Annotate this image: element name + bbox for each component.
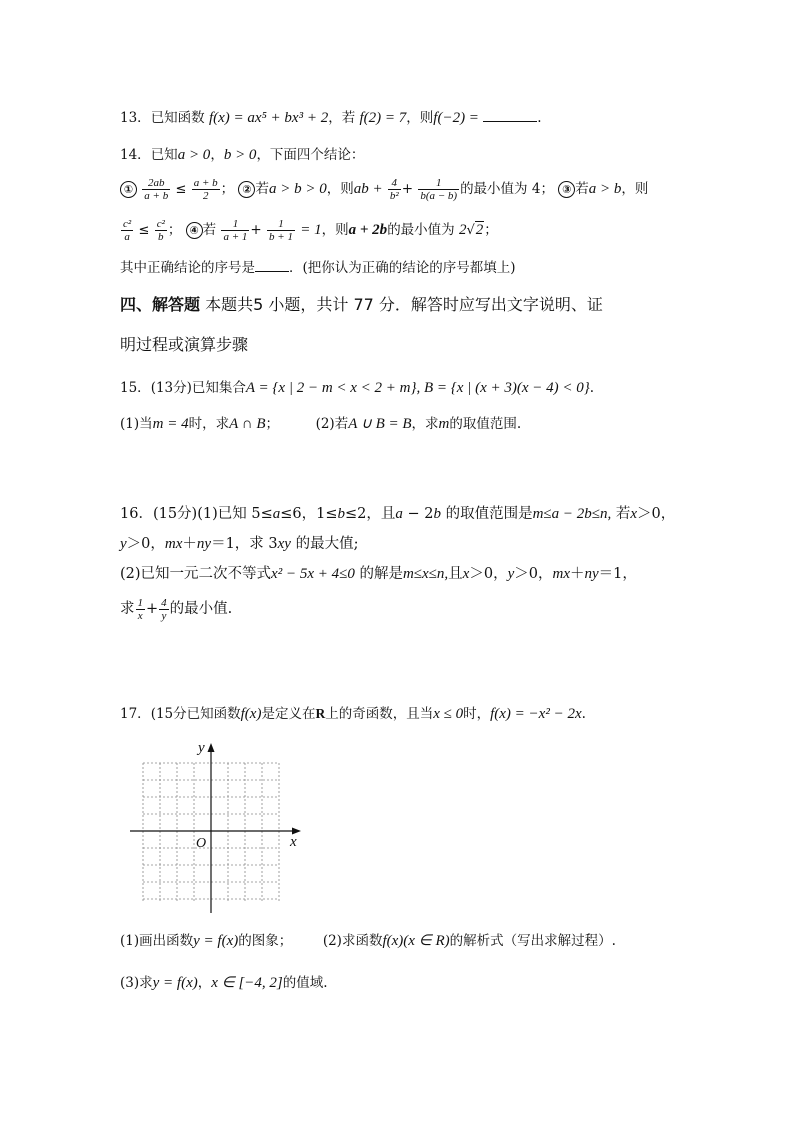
q14-frac-5: $\frac{\text{c²}}{a}$ <box>123 218 132 243</box>
y-axis-arrow <box>208 743 215 752</box>
q14-min-radicand: 2 <box>475 222 484 238</box>
q15-sets: A = {x | 2 − m < x < 2 + m}, B = {x | (x + 3)(x − 4) < 0} <box>245 380 590 396</box>
section-4-desc-2: 明过程或演算步骤 <box>120 335 249 354</box>
question-14-intro <box>120 145 364 165</box>
q14-text-3: ，下面四个结论： <box>256 147 365 163</box>
coordinate-grid <box>125 738 315 918</box>
q14-marker-2: ② <box>238 181 255 198</box>
question-14-answer-line: 其中正确结论的序号是 ．(把你认为正确的结论的序号都填上) <box>120 260 516 276</box>
section-4-heading-cont <box>120 334 248 356</box>
q14-frac-3: $\frac{4}{\text{b²}}$ <box>389 177 399 202</box>
q13-end: . <box>537 110 542 126</box>
q14-frac-2: $\frac{a + b}{2}$ <box>193 177 218 202</box>
q14-marker-1: ① <box>120 181 137 198</box>
question-16-line-1: 16．(15分)(1)已知 5≤a≤6，1≤b≤2，且a − 2b 的取值范围是m≤a − 2b≤n, 若x＞0， <box>120 506 676 522</box>
q16-frac-1: $\frac{1}{x}$ <box>137 596 143 622</box>
q13-text-2: ，若 <box>328 110 356 126</box>
q14-frac-1: $\frac{2ab}{a + b}$ <box>144 177 169 202</box>
q14-answer-blank <box>255 258 289 272</box>
q13-number: 13． <box>120 110 151 126</box>
q14-frac-7: $\frac{1}{a + 1}$ <box>223 218 248 243</box>
q16-frac-2: $\frac{4}{y}$ <box>161 596 167 622</box>
y-axis-label: y <box>198 740 205 756</box>
q13-function: f(x) = ax⁵ + bx³ + 2 <box>208 110 329 126</box>
question-14-options-line-1: ① $\frac{2ab}{a + b}$ ≤ $\frac{a + b}{2}$ ； ② 若a > b > 0，则ab + $\frac{4}{\text{b²}}$ + $\frac{1}{b(a - b)}$ 的最小值为 4； ③ 若a > b，则 <box>120 174 648 205</box>
q13-text-3: ，则 <box>406 110 434 126</box>
q13-text-1: 已知函数 <box>150 110 205 126</box>
question-15-parts: (1)当m = 4时，求A ∩ B； (2)若A ∪ B = B，求m的取值范围. <box>120 416 522 432</box>
x-axis-label: x <box>290 834 297 850</box>
q14-text-1: 已知 <box>150 147 178 163</box>
section-4-title: 四、解答题 <box>120 295 201 314</box>
q13-ask: f(−2) = <box>433 110 479 126</box>
q13-answer-blank <box>483 108 537 122</box>
q14-cond-b: b > 0 <box>223 147 257 163</box>
q14-marker-4: ④ <box>186 222 203 239</box>
question-15: 15．(13分)已知集合A = {x | 2 − m < x < 2 + m}, B = {x | (x + 3)(x − 4) < 0}. <box>120 380 595 396</box>
q14-frac-8: $\frac{1}{b + 1}$ <box>269 218 293 243</box>
question-17-part-3: (3)求y = f(x)，x ∈ [−4, 2]的值域. <box>120 975 328 991</box>
q14-marker-3: ③ <box>558 181 575 198</box>
question-17: 17．(15分已知函数f(x)是定义在R上的奇函数，且当x ≤ 0时，f(x) = −x² − 2x. <box>120 706 586 722</box>
q14-text-2: ， <box>210 147 224 163</box>
question-17-parts-1-2: (1)画出函数y = f(x)的图象； (2)求函数f(x)(x ∈ R)的解析式（写出求解过程）. <box>120 933 616 949</box>
q14-cond-a: a > 0 <box>177 147 211 163</box>
q14-min-coef: 2 <box>458 222 467 238</box>
section-4-heading <box>120 294 603 316</box>
q14-frac-6: $\frac{\text{c²}}{b}$ <box>156 218 165 243</box>
question-16-line-2: y＞0，mx＋ny＝1，求 3xy 的最大值; <box>120 536 359 552</box>
q14-number: 14． <box>120 147 151 163</box>
question-16-line-3: (2)已知一元二次不等式x² − 5x + 4≤0 的解是m≤x≤n,且x＞0，y＞0，mx＋ny＝1， <box>120 566 637 582</box>
question-13 <box>120 108 542 128</box>
question-14-options-line-2: $\frac{\text{c²}}{a}$ ≤ $\frac{\text{c²}}{b}$ ； ④ 若 $\frac{1}{a + 1}$ + $\frac{1}{b + 1}$ = 1，则a + 2b的最小值为 2√2； <box>123 218 498 243</box>
q14-frac-4: $\frac{1}{b(a - b)}$ <box>420 177 458 202</box>
question-16-line-4: 求 $\frac{1}{x}$ + $\frac{4}{y}$ 的最小值. <box>120 596 233 622</box>
section-4-desc-1: 本题共5 小题，共计 77 分．解答时应写出文字说明、证 <box>200 295 603 314</box>
q13-condition: f(2) = 7 <box>359 110 407 126</box>
origin-label: O <box>196 836 207 851</box>
